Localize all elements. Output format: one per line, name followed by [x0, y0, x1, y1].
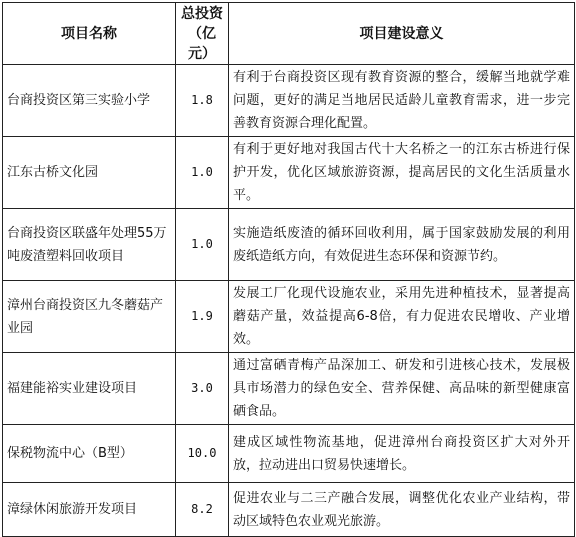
table-row: [3, 281, 575, 353]
investment-cell: 10.0: [176, 425, 229, 483]
project-name-cell: 福建能裕实业建设项目: [3, 353, 176, 425]
header-project-significance: 项目建设意义: [229, 3, 575, 65]
table-row: [3, 137, 575, 209]
project-name-cell: 漳绿休闲旅游开发项目: [3, 483, 176, 537]
project-name-cell: 漳州台商投资区九冬蘑菇产业园: [3, 281, 176, 353]
investment-cell: 1.0: [176, 209, 229, 281]
project-name-cell: 保税物流中心（B型）: [3, 425, 176, 483]
project-name-cell: 江东古桥文化园: [3, 137, 176, 209]
table-row: [3, 209, 575, 281]
investment-cell: 1.0: [176, 137, 229, 209]
table-row: [3, 65, 575, 137]
significance-cell: 实施造纸废渣的循环回收利用，属于国家鼓励发展的利用废纸造纸方向，有效促进生态环保和资源节约。: [229, 209, 575, 281]
table-row: [3, 353, 575, 425]
project-table: [2, 2, 575, 537]
significance-cell: 有利于台商投资区现有教育资源的整合，缓解当地就学难问题，更好的满足当地居民适龄儿童教育需求，进一步完善教育资源合理化配置。: [229, 65, 575, 137]
header-investment-label: 总投资: [181, 5, 223, 22]
header-investment-unit: （亿元）: [188, 25, 216, 62]
investment-cell: 1.9: [176, 281, 229, 353]
significance-cell: 有利于更好地对我国古代十大名桥之一的江东古桥进行保护开发，优化区域旅游资源，提高居民的文化生活质量水平。: [229, 137, 575, 209]
table-header-row: [3, 3, 575, 65]
investment-cell: 1.8: [176, 65, 229, 137]
header-project-name: 项目名称: [3, 3, 176, 65]
investment-cell: 3.0: [176, 353, 229, 425]
significance-cell: 发展工厂化现代设施农业，采用先进种植技术，显著提高蘑菇产量，效益提高6-8倍，有力促进农民增收、产业增效。: [229, 281, 575, 353]
significance-cell: 建成区域性物流基地，促进漳州台商投资区扩大对外开放，拉动进出口贸易快速增长。: [229, 425, 575, 483]
table-row: [3, 425, 575, 483]
investment-cell: 8.2: [176, 483, 229, 537]
project-name-cell: 台商投资区第三实验小学: [3, 65, 176, 137]
table-row: [3, 483, 575, 537]
significance-cell: 促进农业与二三产融合发展，调整优化农业产业结构，带动区域特色农业观光旅游。: [229, 483, 575, 537]
significance-cell: 通过富硒青梅产品深加工、研发和引进核心技术，发展极具市场潜力的绿色安全、营养保健、高品味的新型健康富硒食品。: [229, 353, 575, 425]
project-name-cell: 台商投资区联盛年处理55万吨废渣塑料回收项目: [3, 209, 176, 281]
header-total-investment: [176, 3, 229, 65]
